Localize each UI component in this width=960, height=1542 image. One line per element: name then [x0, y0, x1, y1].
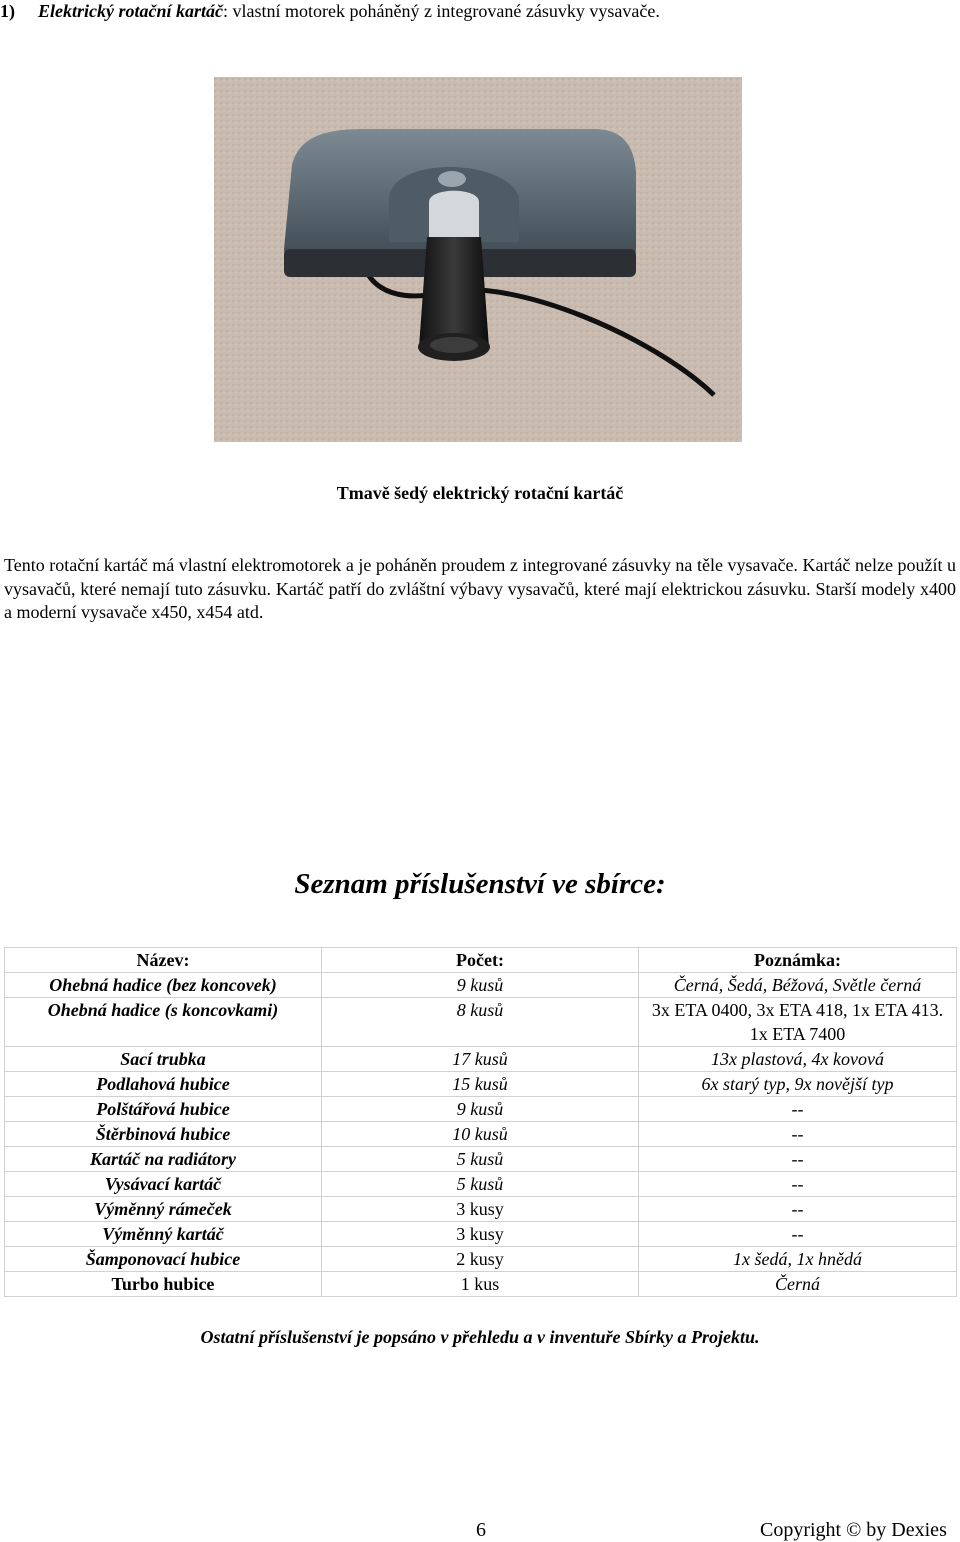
cell-name: Štěrbinová hubice [5, 1122, 322, 1147]
cell-name: Sací trubka [5, 1047, 322, 1072]
cell-note: -- [639, 1222, 957, 1247]
table-row [5, 1247, 957, 1272]
table-row [5, 1172, 957, 1197]
cell-note: 1x šedá, 1x hnědá [639, 1247, 957, 1272]
table-row [5, 1272, 957, 1297]
cell-name: Polštářová hubice [5, 1097, 322, 1122]
cell-name: Ohebná hadice (bez koncovek) [5, 973, 322, 998]
header-note: Poznámka: [639, 948, 957, 973]
table-row [5, 1097, 957, 1122]
cell-count: 17 kusů [322, 1047, 639, 1072]
copyright-text: Copyright © by Dexies [760, 1519, 947, 1541]
list-title: Seznam příslušenství ve sbírce: [294, 868, 666, 900]
section-number: 1) [0, 1, 15, 21]
table-row [5, 1197, 957, 1222]
cell-note: 13x plastová, 4x kovová [639, 1047, 957, 1072]
product-photo [214, 77, 742, 442]
page-number: 6 [476, 1519, 486, 1541]
cell-count: 10 kusů [322, 1122, 639, 1147]
description-paragraph: Tento rotační kartáč má vlastní elektromotorek a je poháněn proudem z integrované zásuvky na těle vysavače. Kartáč nelze použít u vysavačů, které nemají tuto zásuvku. Kartáč patří do zvláštní výbavy vysavačů, které mají elektrickou zásuvku. Starší modely x400 a moderní vysavače x450, x454 atd. [4, 555, 956, 622]
cell-count: 2 kusy [322, 1247, 639, 1272]
table-row [5, 1147, 957, 1172]
section-heading [0, 0, 660, 22]
cell-note: -- [639, 1197, 957, 1222]
cell-note: 6x starý typ, 9x novější typ [639, 1072, 957, 1097]
cell-count: 3 kusy [322, 1222, 639, 1247]
cell-name: Výměnný kartáč [5, 1222, 322, 1247]
cell-count: 5 kusů [322, 1147, 639, 1172]
cell-count: 8 kusů [322, 998, 639, 1047]
section-heading-rest: : vlastní motorek poháněný z integrované zásuvky vysavače. [222, 1, 660, 21]
cell-count: 9 kusů [322, 1097, 639, 1122]
cell-count: 3 kusy [322, 1197, 639, 1222]
table-row [5, 998, 957, 1047]
cell-name: Šamponovací hubice [5, 1247, 322, 1272]
footer-note: Ostatní příslušenství je popsáno v přehledu a v inventuře Sbírky a Projektu. [200, 1327, 760, 1347]
table-row [5, 1222, 957, 1247]
cell-note: Černá [639, 1272, 957, 1297]
cell-count: 15 kusů [322, 1072, 639, 1097]
section-term: Elektrický rotační kartáč [38, 1, 223, 21]
cell-name: Turbo hubice [5, 1272, 322, 1297]
cell-name: Podlahová hubice [5, 1072, 322, 1097]
cell-count: 1 kus [322, 1272, 639, 1297]
cell-count: 9 kusů [322, 973, 639, 998]
header-name: Název: [5, 948, 322, 973]
cell-note: -- [639, 1147, 957, 1172]
cell-note: -- [639, 1172, 957, 1197]
cell-note: -- [639, 1122, 957, 1147]
cell-note: 3x ETA 0400, 3x ETA 418, 1x ETA 413. 1x ETA 7400 [639, 998, 957, 1047]
photo-caption: Tmavě šedý elektrický rotační kartáč [336, 483, 624, 503]
table-row [5, 973, 957, 998]
cell-name: Vysávací kartáč [5, 1172, 322, 1197]
accessories-table [4, 947, 957, 1297]
rotary-brush-photo-illustration [214, 77, 742, 442]
table-header-row [5, 948, 957, 973]
header-count: Počet: [322, 948, 639, 973]
cell-note: -- [639, 1097, 957, 1122]
cell-note: Černá, Šedá, Béžová, Světle černá [639, 973, 957, 998]
cell-count: 5 kusů [322, 1172, 639, 1197]
table-row [5, 1122, 957, 1147]
table-row [5, 1072, 957, 1097]
cell-name: Kartáč na radiátory [5, 1147, 322, 1172]
cell-name: Výměnný rámeček [5, 1197, 322, 1222]
table-row [5, 1047, 957, 1072]
cell-name: Ohebná hadice (s koncovkami) [5, 998, 322, 1047]
